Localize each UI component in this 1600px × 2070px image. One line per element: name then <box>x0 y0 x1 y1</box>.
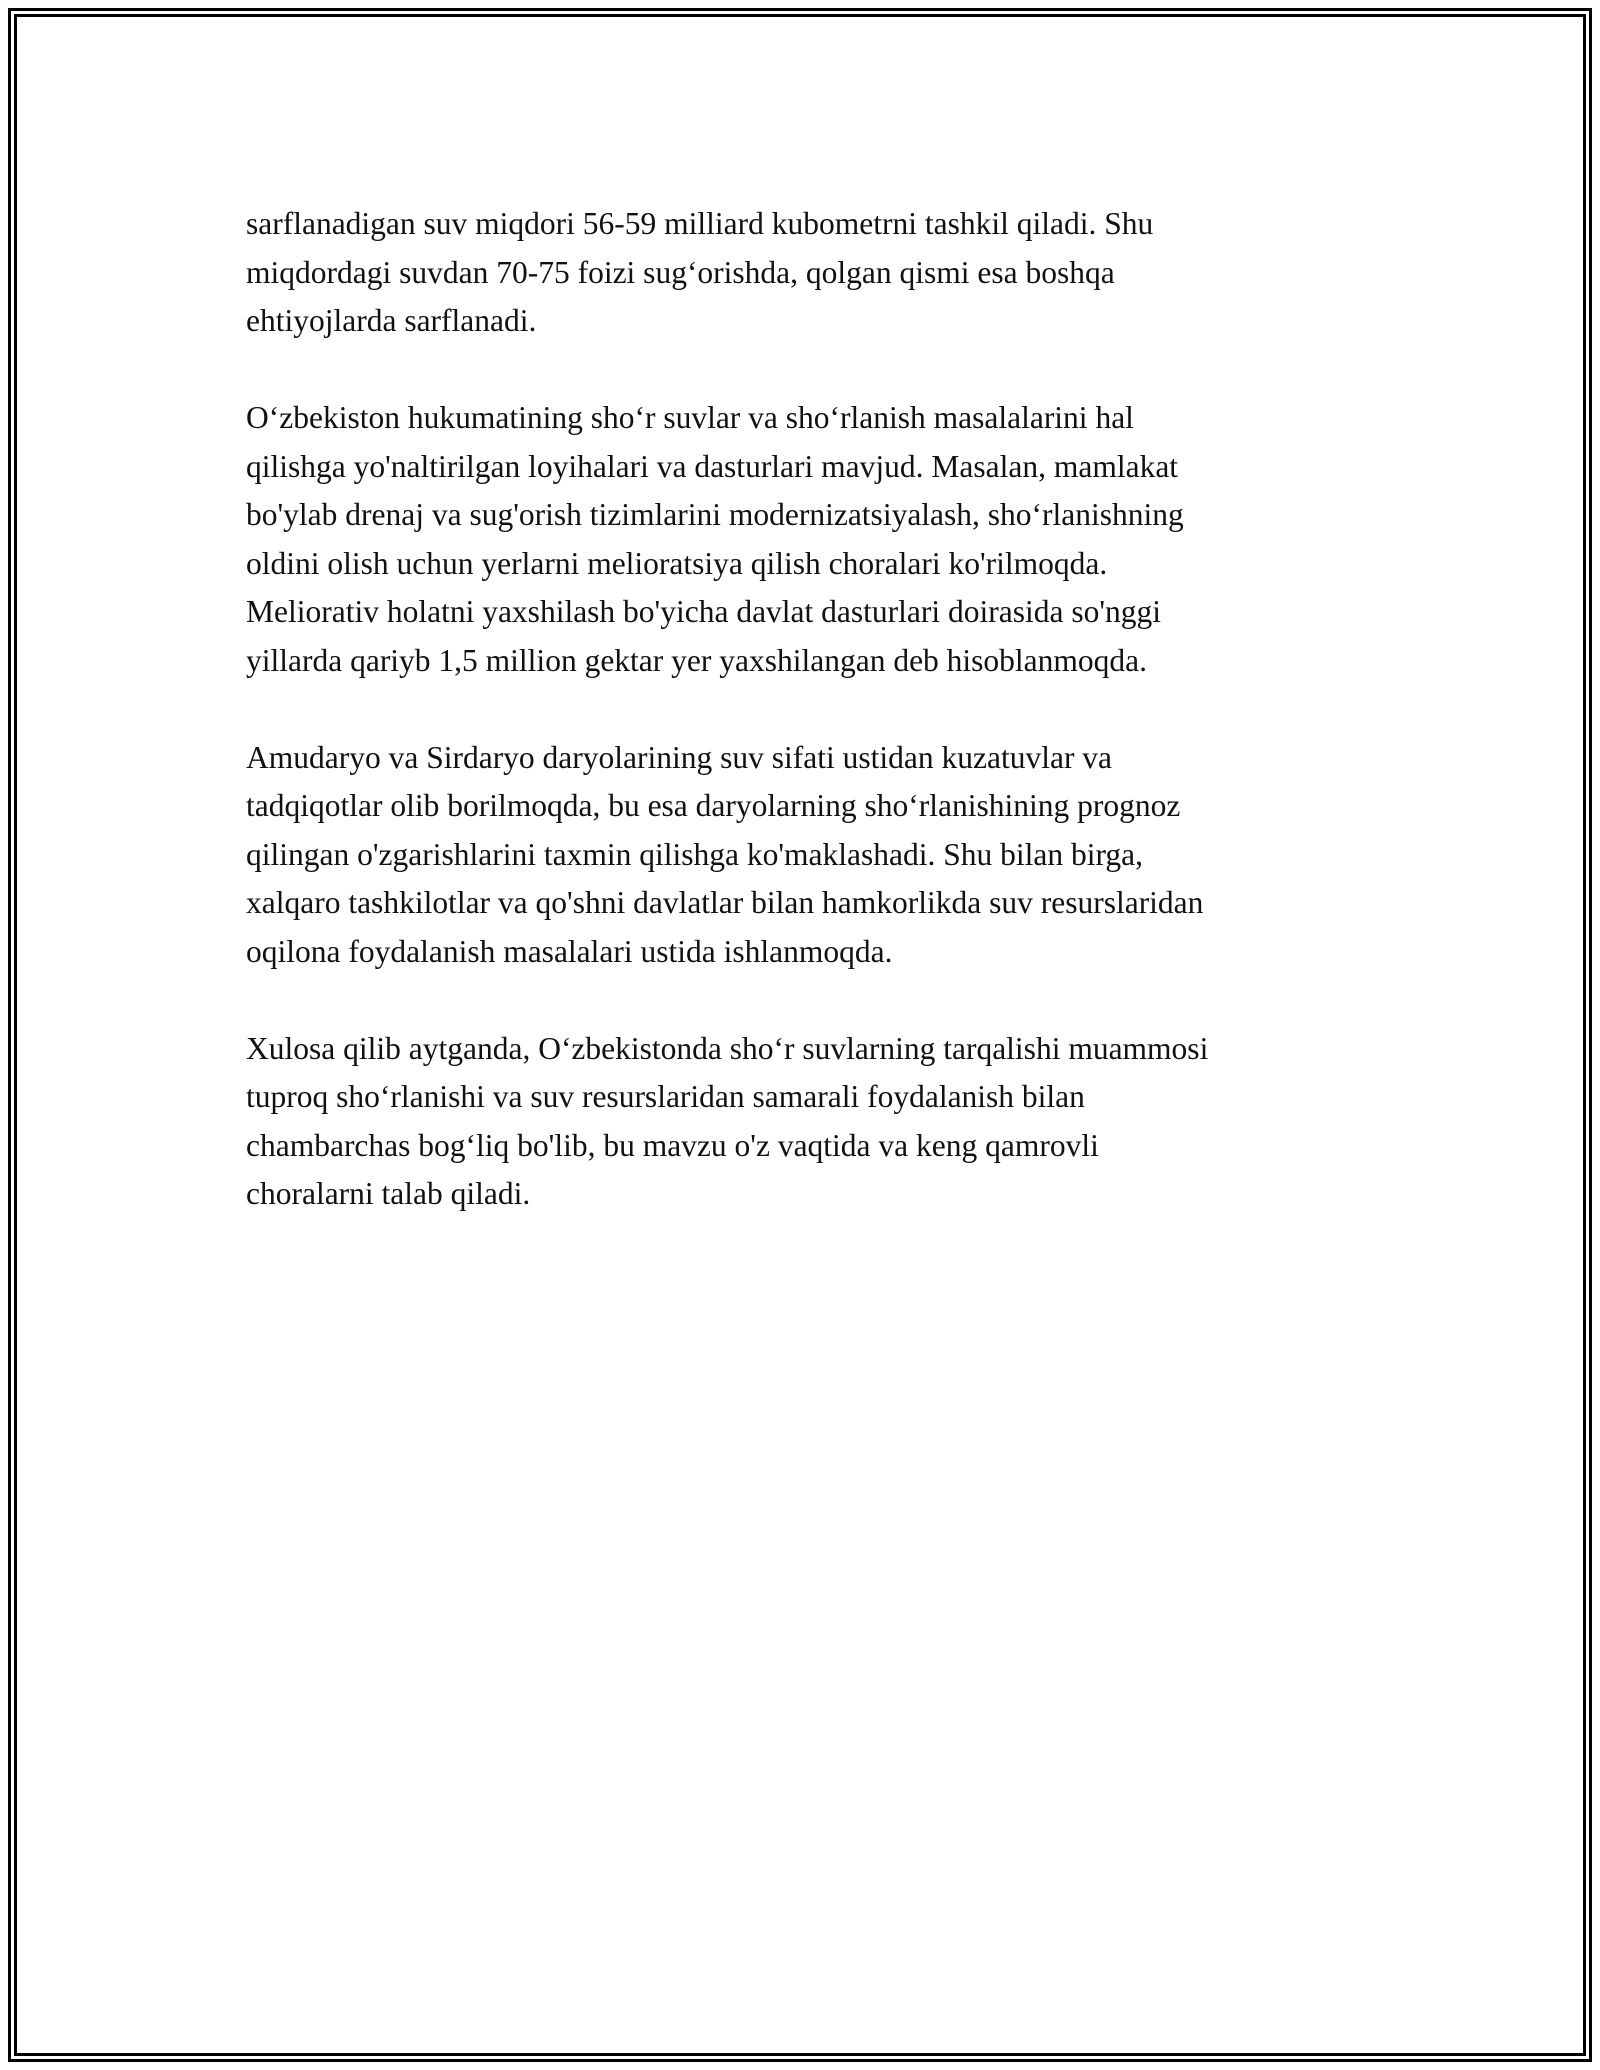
document-body <box>246 200 1386 1267</box>
text-line: xalqaro tashkilotlar va qo'shni davlatlar bilan hamkorlikda suv resurslaridan <box>246 885 1204 920</box>
page-border <box>8 8 1592 2062</box>
text-line: chambarchas bog‘liq bo'lib, bu mavzu o'z vaqtida va keng qamrovli <box>246 1127 1099 1163</box>
text-line: tadqiqotlar olib borilmoqda, bu esa daryolarning sho‘rlanishining prognoz <box>246 788 1181 823</box>
text-line: ehtiyojlarda sarflanadi. <box>246 303 537 338</box>
text-line: yillarda qariyb 1,5 million gektar yer yaxshilangan deb hisoblanmoqda. <box>246 642 1148 678</box>
text-line: oqilona foydalanish masalalari ustida ishlanmoqda. <box>246 933 893 969</box>
text-line: sarflanadigan suv miqdori 56-59 milliard kubometrni tashkil qiladi. Shu <box>246 206 1154 241</box>
text-line: oldini olish uchun yerlarni melioratsiya qilish choralari ko'rilmoqda. <box>246 545 1108 581</box>
paragraph-water-usage <box>246 200 1386 346</box>
paragraph-government-programs <box>246 394 1386 685</box>
text-line: miqdordagi suvdan 70-75 foizi sug‘orishda, qolgan qismi esa boshqa <box>246 254 1115 290</box>
text-line: Xulosa qilib aytganda, O‘zbekistonda sho‘r suvlarning tarqalishi muammosi <box>246 1030 1209 1066</box>
text-line: O‘zbekiston hukumatining sho‘r suvlar va sho‘rlanish masalalarini hal <box>246 400 1134 435</box>
text-line: bo'ylab drenaj va sug'orish tizimlarini modernizatsiyalash, sho‘rlanishning <box>246 497 1184 532</box>
paragraph-conclusion <box>246 1025 1386 1219</box>
text-line: Amudaryo va Sirdaryo daryolarining suv sifati ustidan kuzatuvlar va <box>246 739 1113 775</box>
text-line: qilishga yo'naltirilgan loyihalari va dasturlari mavjud. Masalan, mamlakat <box>246 448 1179 484</box>
text-line: Meliorativ holatni yaxshilash bo'yicha davlat dasturlari doirasida so'nggi <box>246 594 1162 629</box>
text-line: tuproq sho‘rlanishi va suv resurslaridan samarali foydalanish bilan <box>246 1079 1085 1114</box>
text-line: choralarni talab qiladi. <box>246 1176 531 1211</box>
text-line: qilingan o'zgarishlarini taxmin qilishga ko'maklashadi. Shu bilan birga, <box>246 836 1143 872</box>
paragraph-river-monitoring <box>246 734 1386 977</box>
